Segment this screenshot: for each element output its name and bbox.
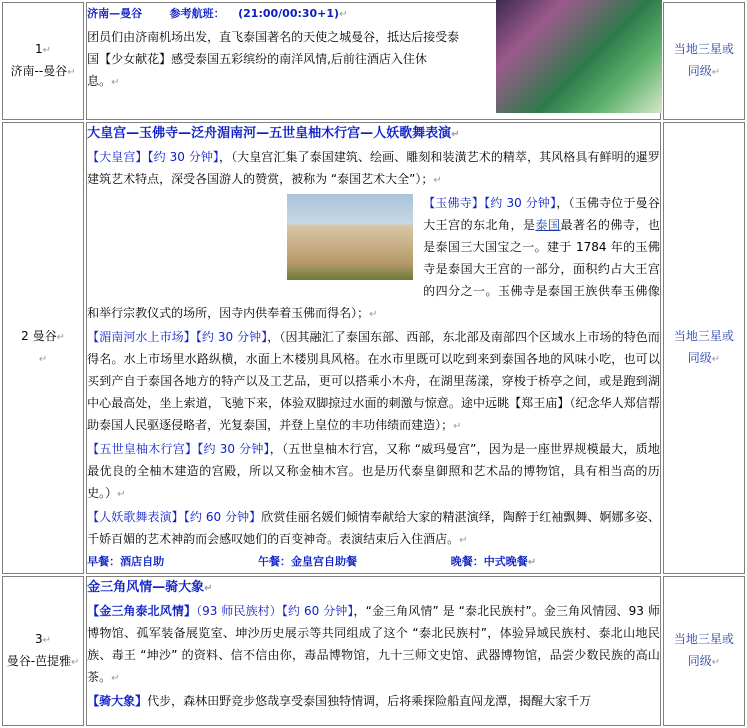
highlight-floating-market: 【湄南河水上市场】【约 30 分钟】: [87, 330, 268, 344]
hotel-cell: 当地三星或 同级↵: [663, 122, 745, 574]
table-row: [2, 576, 745, 726]
hotel-cell: 当地三星或 同级↵: [663, 576, 745, 726]
highlight-teak-palace: 【五世皇柚木行宫】【约 30 分钟】: [87, 442, 270, 456]
day-text-line: 息。: [87, 74, 112, 88]
day-route: 曼谷-芭提雅: [6, 654, 72, 668]
flight-time: (21:00/00:30+1): [238, 7, 340, 20]
day-text-line: 国【少女献花】感受泰国五彩缤纷的南洋风情,后前往酒店入住休: [87, 52, 427, 66]
temple-photo: [287, 194, 413, 280]
day-content: 济南—曼谷 参考航班： (21:00/00:30+1)↵ 团员们由济南机场出发，直飞泰国著名的天使之城曼谷，抵达后接受泰 国【少女献花】感受泰国五彩缤纷的南洋风情,后前往酒店入住休 息。↵: [86, 2, 661, 120]
day-number: 1: [35, 42, 43, 56]
performer-photo: [496, 0, 662, 113]
day-text-line: 团员们由济南机场出发，直飞泰国著名的天使之城曼谷，抵达后接受泰: [87, 30, 460, 44]
day-number: 2: [21, 329, 29, 343]
highlight-emerald-buddha: 【玉佛寺】【约 30 分钟】: [423, 196, 557, 210]
thailand-link[interactable]: 泰国: [535, 218, 561, 232]
meals-line: 早餐：酒店自助 午餐：金皇宫自助餐 晚餐：中式晚餐↵: [87, 555, 537, 568]
day-heading: 金三角风情—骑大象: [87, 580, 205, 595]
day-content: 金三角风情—骑大象↵ 【金三角泰北风情】（93 师民族村）【约 60 分钟】，“金三角风情” 是 “泰北民族村”。金三角风情园、93 师博物馆、孤军装备展览室、坤沙历史展示等共同组成了这个 “泰北民族村”，体验异域民族村、泰北山地民族、毒王 “坤沙” 的资料、信不信由你，毒品博物馆，九十三师文史馆、武器博物馆，品尝少数民族的高山茶。↵ 【骑大象】代步，森林田野竞步悠哉享受泰国独特情调，后将乘探险船直闯龙潭，揭醒大家千万: [86, 576, 661, 726]
day-heading: 大皇宫—玉佛寺—泛舟湄南河—五世皇柚木行宫—人妖歌舞表演: [87, 126, 452, 141]
flight-ref-label: 参考航班：: [169, 7, 225, 20]
hotel-cell: 当地三星或 同级↵: [663, 2, 745, 120]
day-cell: 2 曼谷↵ ↵: [2, 122, 84, 574]
dinner: 晚餐：中式晚餐: [450, 555, 528, 568]
day-route: 济南--曼谷: [10, 64, 68, 78]
highlight-golden-triangle: 【金三角泰北风情】: [87, 604, 197, 618]
day-heading: 济南—曼谷: [87, 7, 143, 20]
day-cell: 1↵ 济南--曼谷↵: [2, 2, 84, 120]
highlight-cabaret-show: 【人妖歌舞表演】【约 60 分钟】: [87, 510, 262, 524]
highlight-elephant-ride: 【骑大象】: [87, 694, 148, 708]
lunch: 午餐：金皇宫自助餐: [257, 555, 357, 568]
day-content: 大皇宫—玉佛寺—泛舟湄南河—五世皇柚木行宫—人妖歌舞表演↵ 【大皇宫】【约 30 分钟】，（大皇宫汇集了泰国建筑、绘画、雕刻和装潢艺术的精萃，其风格具有鲜明的暹罗建筑艺术特点，深受各国游人的赞赏，被称为 “泰国艺术大全”）；↵ 【玉佛寺】【约 30 分钟】，（玉佛寺位于曼谷大王宫的东北角，是泰国最著名的佛寺，也是泰国三大国宝之一。建于 1784 年的玉佛寺是泰国大王宫的一部分，面积约占大王宫的四分之一。玉佛寺是泰国王族供奉玉佛像和举行宗教仪式的场所，因寺内供奉着玉佛而得名）；↵ 【湄南河水上市场】【约 30 分钟】，（因其融汇了泰国东部、西部，东北部及南部四个区域水上市场的特色而得名。水上市场里水路纵横，水面上木楼別具风格。在水市里既可以吃到来到泰国各地的风味小吃，也可以买到产自于泰国各地方的特产以及工艺品，更可以搭乘小木舟，在湖里荡漾，穿梭于桥亭之间，或是跑到湖中心最高处，坐上索道，飞驰下来，体验双脚掠过水面的刺激与惊意。途中远眺【郑王庙】（纪念华人郑信帮助泰国人民驱逐侵略者，光复泰国，并登上皇位的丰功伟绩而建造）；↵ 【五世皇柚木行宫】【约 30 分钟】，（五世皇柚木行宫，又称 “威玛曼宫”，因为是一座世界规模最大，质地最优良的全柚木建造的宫殿，所以又称金柚木宫。也是历代泰皇御照和艺术品的博物馆，具有相当高的历史。）↵ 【人妖歌舞表演】【约 60 分钟】欣赏佳丽名媛们倾情奉献给大家的精湛演绎，陶醉于红袖飘舞、婀娜多姿、千娇百媚的艺术神韵而会感叹她们的百变神奇。表演结束后入住酒店。↵ 早餐：酒店自助 午餐：金皇宫自助餐 晚餐：中式晚餐↵: [86, 122, 661, 574]
table-row: [2, 122, 745, 574]
day-route: 曼谷: [32, 329, 57, 343]
day-number: 3: [35, 632, 43, 646]
table-row: [2, 2, 745, 120]
day-cell: 3↵ 曼谷-芭提雅↵: [2, 576, 84, 726]
highlight-grand-palace: 【大皇宫】【约 30 分钟】: [87, 150, 219, 164]
breakfast: 早餐：酒店自助: [87, 555, 165, 568]
